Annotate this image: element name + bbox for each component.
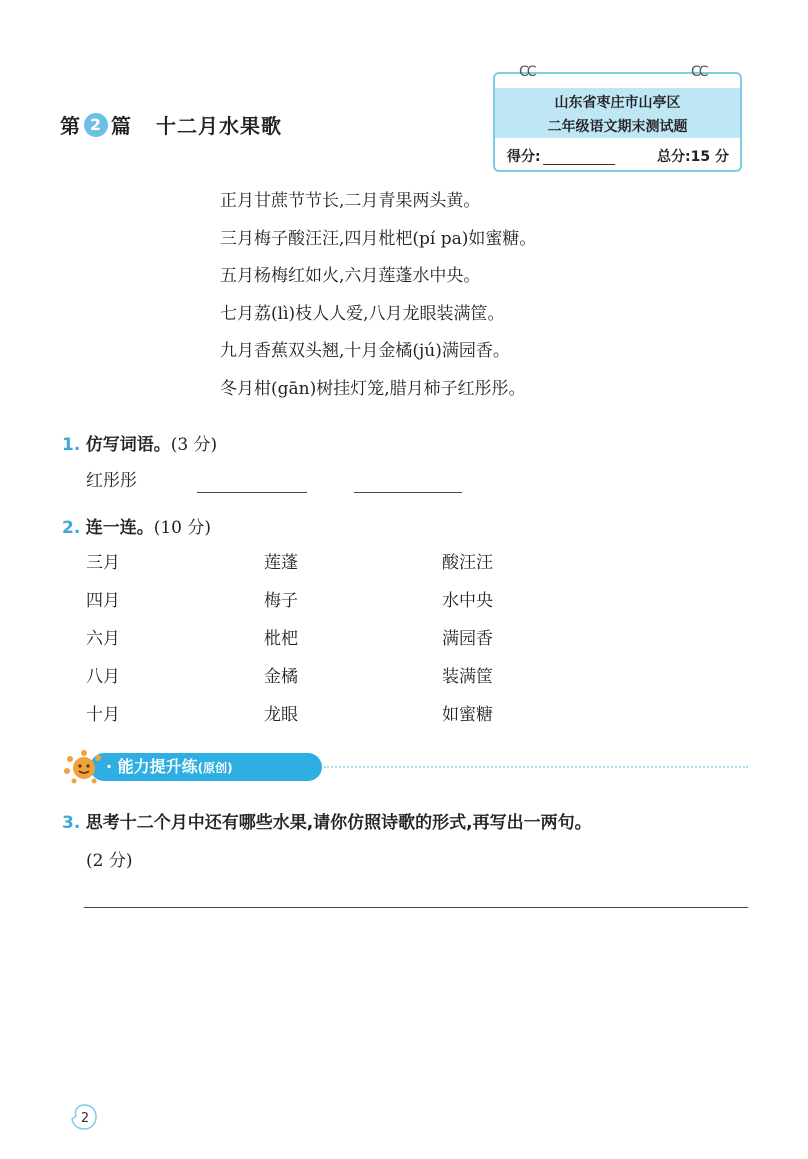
question-number: 2. <box>62 518 81 538</box>
match-item-fruit[interactable]: 梅子 <box>264 591 298 611</box>
match-item-description[interactable]: 酸汪汪 <box>442 553 493 573</box>
question-points: (10 分) <box>153 518 212 538</box>
score-box <box>493 64 742 172</box>
score-label: 得分: <box>507 149 541 165</box>
match-item-fruit[interactable]: 金橘 <box>264 667 298 687</box>
title-suffix: 篇 <box>111 114 132 138</box>
question-2 <box>62 513 211 538</box>
match-item-description[interactable]: 如蜜糖 <box>442 705 493 725</box>
poem-line: 三月梅子酸汪汪,四月枇杷(pí pa)如蜜糖。 <box>220 228 537 249</box>
match-item-month[interactable]: 三月 <box>86 553 120 573</box>
poem-line: 七月荔(lì)枝人人爱,八月龙眼装满筐。 <box>220 303 505 324</box>
question-points: (3 分) <box>170 435 218 455</box>
sun-mascot-icon <box>62 749 106 785</box>
exam-region: 山东省枣庄市山亭区 <box>554 95 681 111</box>
exam-name: 二年级语文期末测试题 <box>547 119 688 135</box>
title-prefix: 第 <box>60 114 81 138</box>
match-item-fruit[interactable]: 莲蓬 <box>264 553 298 573</box>
match-item-fruit[interactable]: 龙眼 <box>264 705 298 725</box>
score-row <box>507 146 729 166</box>
answer-line[interactable] <box>84 907 748 908</box>
poem-line: 正月甘蔗节节长,二月青果两头黄。 <box>220 191 481 211</box>
answer-blank-1[interactable] <box>197 492 307 493</box>
match-item-description[interactable]: 满园香 <box>442 629 493 649</box>
section-tag: (原创) <box>197 761 233 775</box>
question-number: 3. <box>62 813 81 833</box>
match-item-description[interactable]: 水中央 <box>442 591 493 611</box>
page-title <box>60 110 282 139</box>
match-item-month[interactable]: 八月 <box>86 667 120 687</box>
fruit-column <box>264 548 298 738</box>
section-banner <box>62 749 322 785</box>
answer-blank-2[interactable] <box>354 492 462 493</box>
question-3 <box>62 808 592 833</box>
page-number-badge <box>70 1103 98 1131</box>
binder-clip-icon: CC <box>519 64 535 80</box>
article-number-badge: 2 <box>84 113 108 137</box>
poem-line: 冬月柑(gān)树挂灯笼,腊月柿子红彤彤。 <box>220 378 526 399</box>
section-label: · 能力提升练 <box>106 757 198 776</box>
article-title: 十二月水果歌 <box>156 114 282 138</box>
question-stem: 连一连。 <box>85 518 154 538</box>
month-column <box>86 548 120 738</box>
page-number: 2 <box>80 1111 90 1126</box>
match-item-month[interactable]: 十月 <box>86 705 120 725</box>
question-1 <box>62 430 217 455</box>
match-item-fruit[interactable]: 枇杷 <box>264 629 298 649</box>
poem-line: 五月杨梅红如火,六月莲蓬水中央。 <box>220 266 481 287</box>
match-item-month[interactable]: 四月 <box>86 591 120 611</box>
section-divider <box>324 766 748 768</box>
description-column <box>442 548 493 738</box>
question-number: 1. <box>62 435 81 455</box>
score-field[interactable] <box>507 146 615 166</box>
question-stem: 思考十二个月中还有哪些水果,请你仿照诗歌的形式,再写出一两句。 <box>85 813 592 833</box>
poem-line: 九月香蕉双头翘,十月金橘(jú)满园香。 <box>220 341 510 362</box>
question-points: (2 分) <box>86 851 133 871</box>
section-title <box>106 754 233 781</box>
binder-clip-icon: CC <box>691 64 707 80</box>
total-score: 总分:15 分 <box>657 149 729 165</box>
poem <box>220 186 536 412</box>
score-blank[interactable] <box>543 150 615 165</box>
match-item-description[interactable]: 装满筐 <box>442 667 493 687</box>
example-word: 红彤彤 <box>86 471 137 491</box>
question-stem: 仿写词语。 <box>85 435 171 455</box>
match-item-month[interactable]: 六月 <box>86 629 120 649</box>
